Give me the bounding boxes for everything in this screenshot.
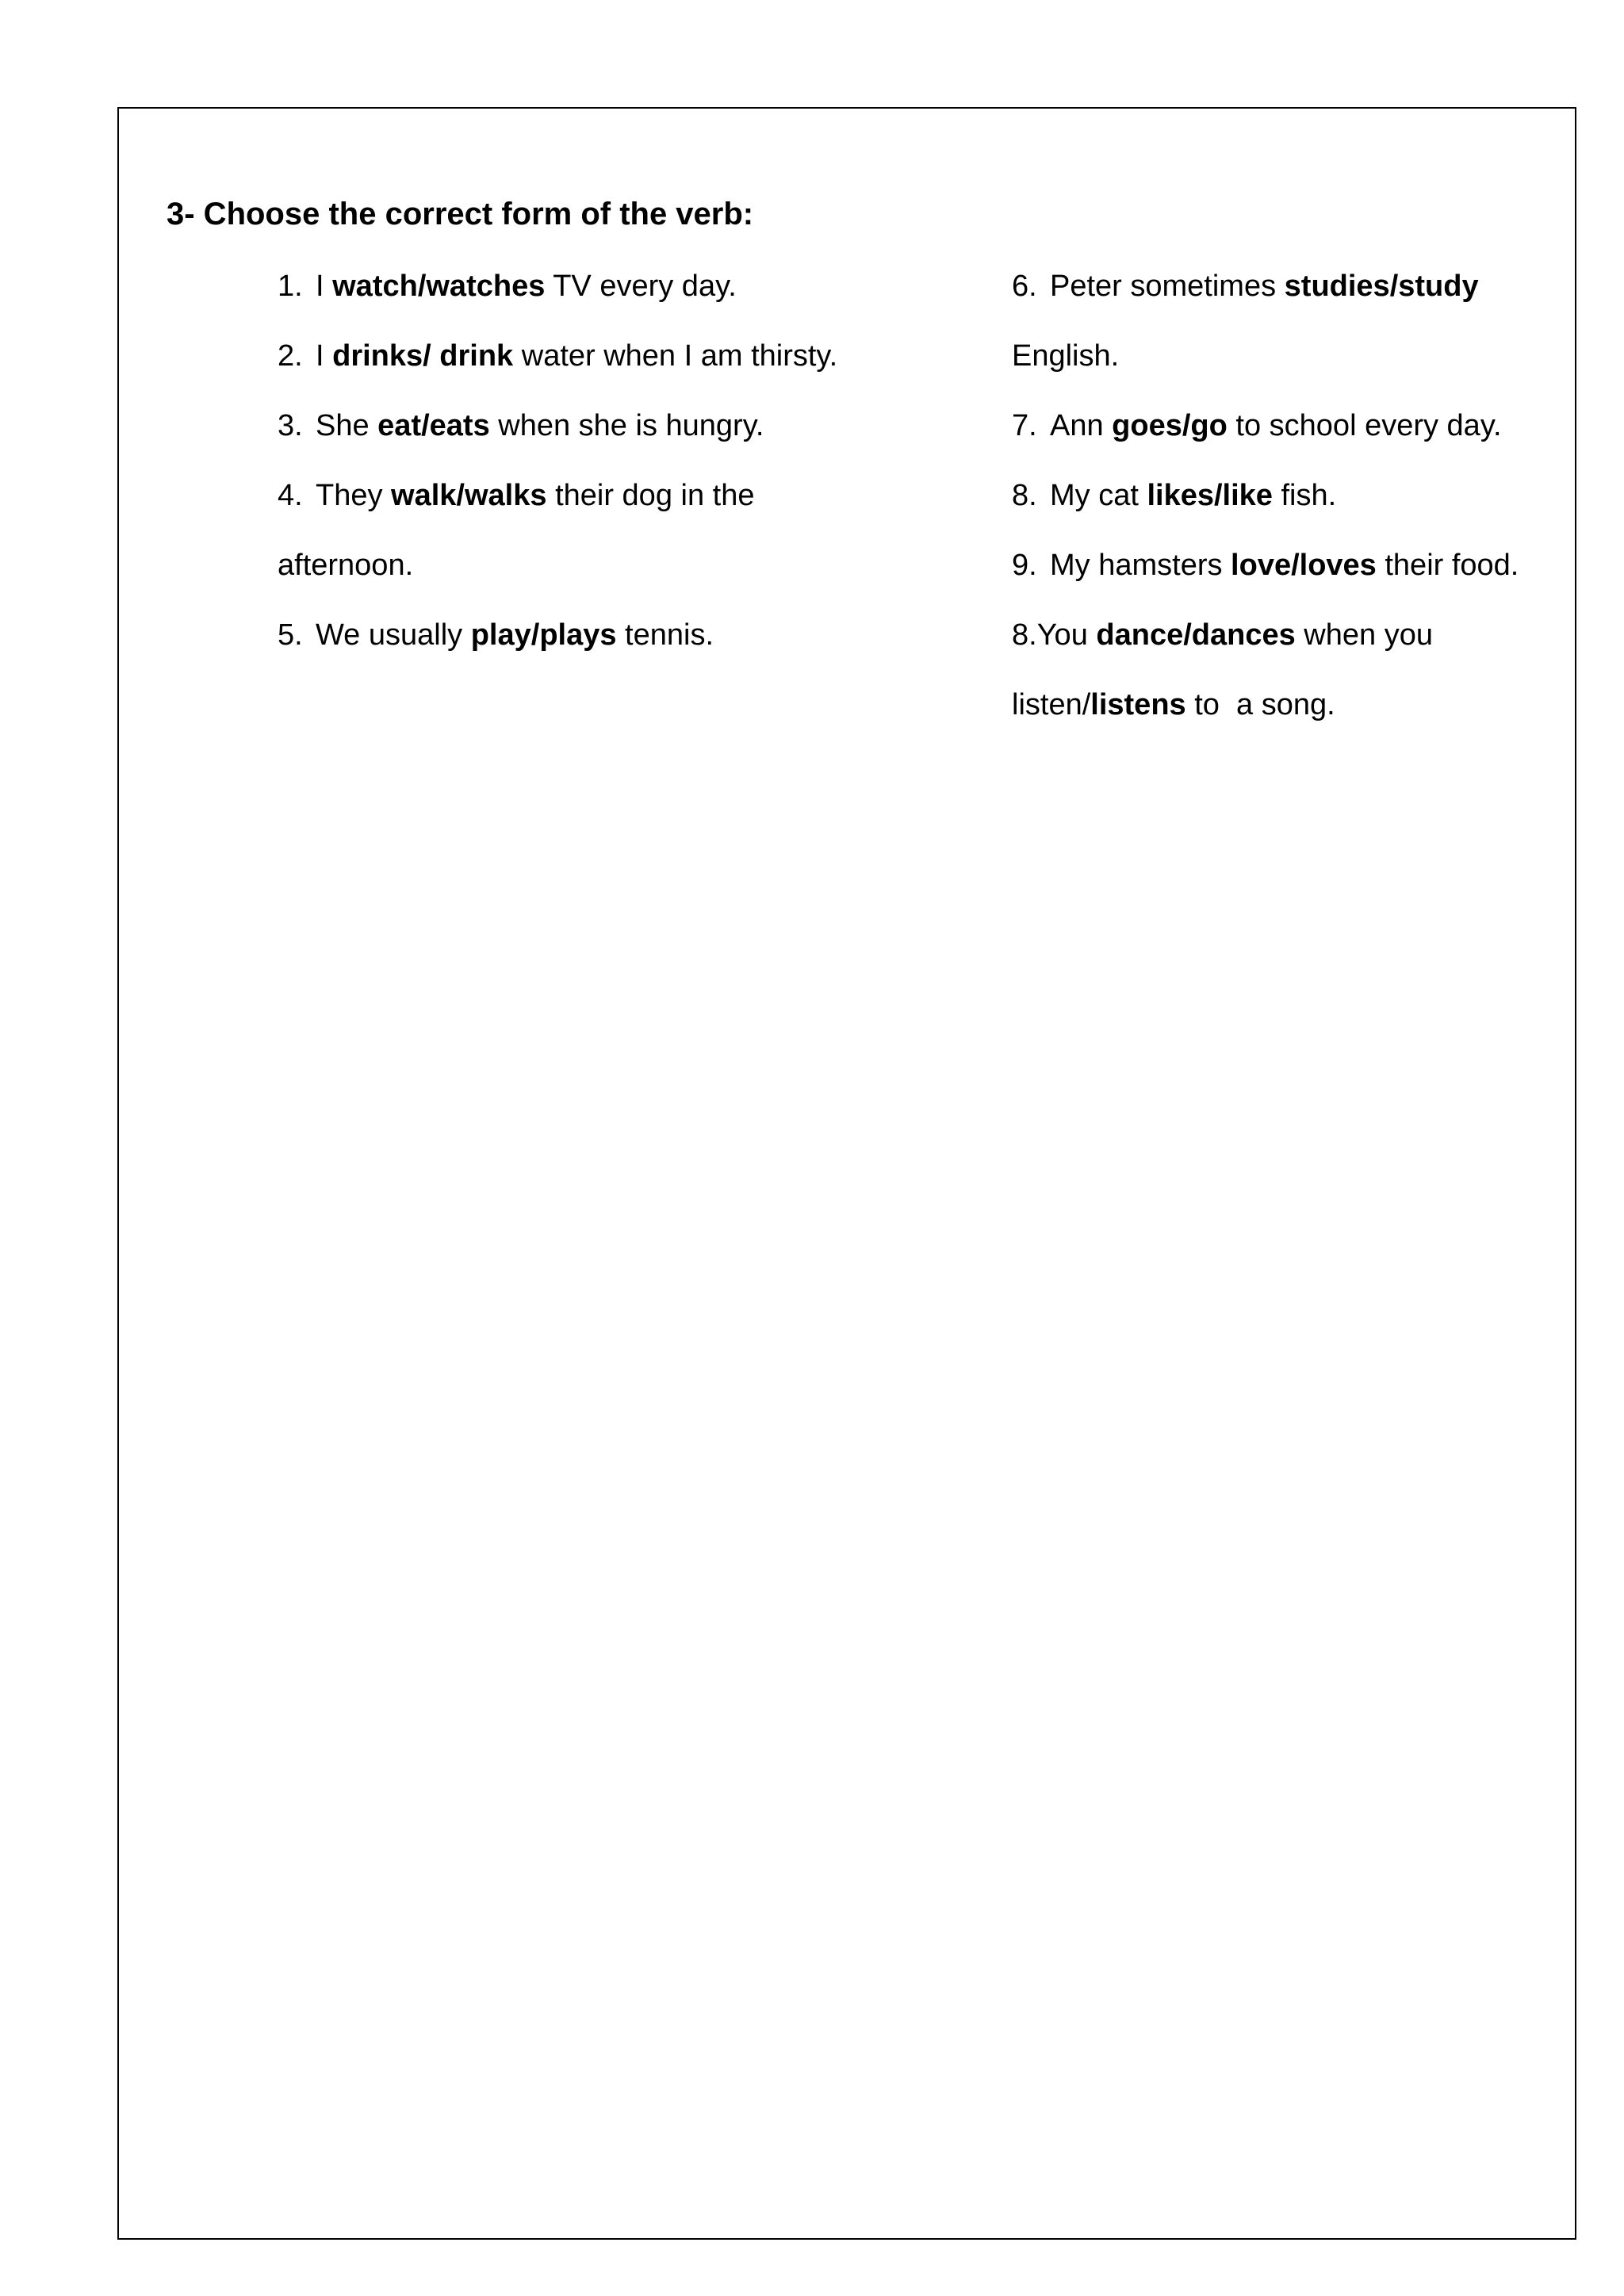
item-number: 3. (278, 409, 303, 442)
item-text: fish. (1272, 479, 1337, 512)
item-number: 2. (278, 339, 303, 373)
item-text: when you (1295, 618, 1433, 652)
verb-choice: play/plays (470, 618, 617, 652)
verb-choice: dance/dances (1096, 618, 1296, 652)
verb-choice: likes/like (1147, 479, 1273, 512)
item-text: We usually (316, 618, 471, 652)
item-4 (278, 475, 754, 516)
verb-choice: studies/study (1284, 270, 1479, 303)
verb-choice: drinks/ drink (332, 339, 514, 373)
item-number: 6. (1012, 270, 1037, 303)
item-text: I (316, 270, 333, 303)
item-text: listen/ (1012, 688, 1091, 721)
item-text: My hamsters (1050, 549, 1231, 582)
item-5 (278, 614, 714, 656)
item-8 (1012, 475, 1336, 516)
item-text: to school every day. (1227, 409, 1502, 442)
exercise-heading: 3- Choose the correct form of the verb: (167, 197, 754, 232)
item-6 (1012, 266, 1479, 307)
item-2 (278, 335, 837, 377)
item-7 (1012, 405, 1502, 446)
item-9 (1012, 545, 1519, 586)
item-text: She (316, 409, 378, 442)
item-number: 7. (1012, 409, 1037, 442)
item-number: 5. (278, 618, 303, 652)
item-text: water when I am thirsty. (513, 339, 838, 373)
item-number: 9. (1012, 549, 1037, 582)
item-text: Peter sometimes (1050, 270, 1285, 303)
item-number: 4. (278, 479, 303, 512)
item-number: 1. (278, 270, 303, 303)
item-text: when she is hungry. (489, 409, 764, 442)
item-1 (278, 266, 737, 307)
item-text: their dog in the (546, 479, 755, 512)
item-text: They (316, 479, 392, 512)
item-6-continued: English. (1012, 339, 1120, 373)
verb-choice: eat/eats (377, 409, 490, 442)
item-4-continued: afternoon. (278, 549, 414, 582)
verb-choice: love/loves (1231, 549, 1377, 582)
item-text: I (316, 339, 333, 373)
item-text: their food. (1376, 549, 1519, 582)
item-10-continued (1012, 684, 1335, 725)
item-number: 8. (1012, 618, 1037, 652)
item-text: TV every day. (545, 270, 737, 303)
item-text: to a song. (1185, 688, 1335, 721)
item-text: You (1036, 618, 1097, 652)
verb-choice: walk/walks (391, 479, 547, 512)
item-text: tennis. (616, 618, 714, 652)
item-3 (278, 405, 764, 446)
item-number: 8. (1012, 479, 1037, 512)
item-text: Ann (1050, 409, 1113, 442)
item-text: My cat (1050, 479, 1147, 512)
item-10 (1012, 614, 1433, 656)
verb-choice: listens (1090, 688, 1186, 721)
verb-choice: watch/watches (332, 270, 546, 303)
verb-choice: goes/go (1112, 409, 1228, 442)
